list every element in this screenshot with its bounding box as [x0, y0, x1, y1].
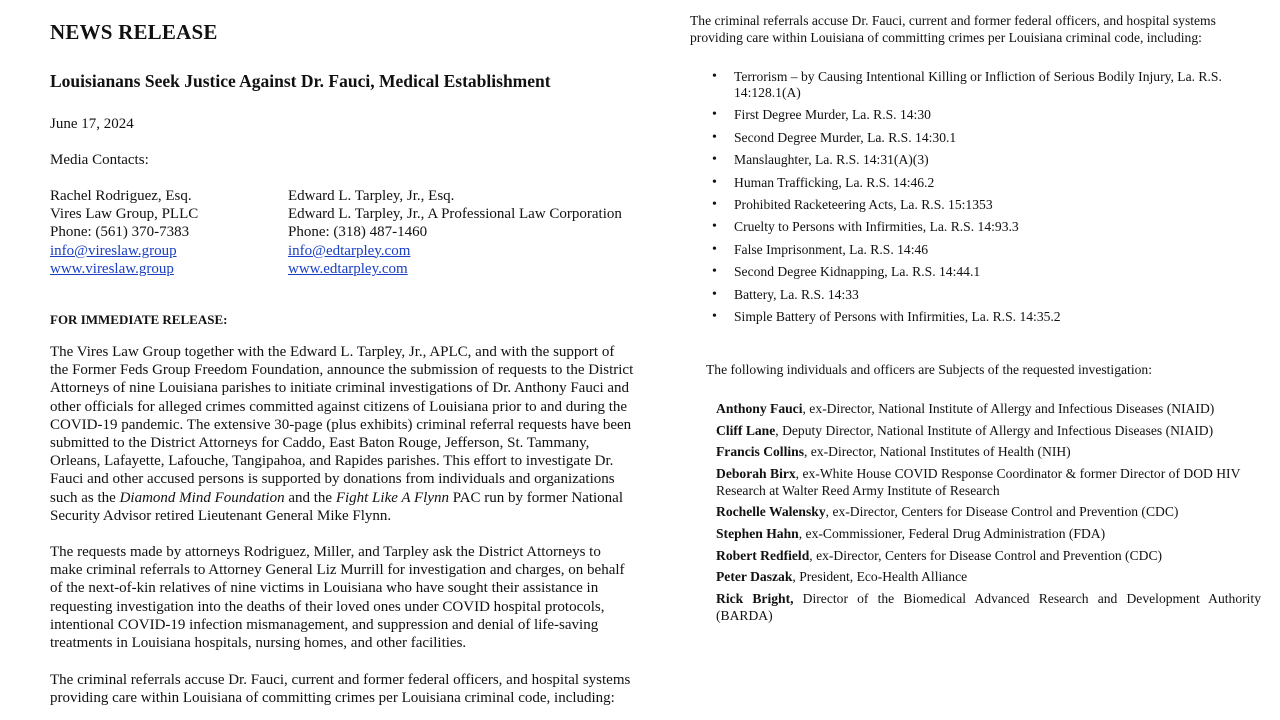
contact-web-link[interactable]: www.vireslaw.group — [50, 260, 174, 277]
for-immediate-release-label: FOR IMMEDIATE RELEASE: — [50, 312, 228, 327]
paragraph-1 — [50, 343, 672, 525]
paragraph-line: of the next-of-kin relatives of nine victims in Louisiana who have sought their assistance in — [50, 580, 599, 597]
subject-name: Rochelle Walensky — [716, 504, 826, 520]
paragraph-line: submitted to the District Attorneys for Caddo, East Baton Rouge, Jefferson, St. Tammany, — [50, 435, 590, 452]
contact-email-link[interactable]: info@vireslaw.group — [50, 242, 177, 259]
paragraph-line: other officials for alleged crimes committed against citizens of Louisiana prior to and during the — [50, 398, 628, 415]
paragraph-line: Fauci and other accused persons is supported by donations from individuals and organizations — [50, 471, 615, 488]
pac-name: Fight Like A Flynn — [335, 489, 449, 506]
right-intro-paragraph — [690, 13, 1216, 46]
contact-block-tarpley — [288, 187, 622, 278]
subject-description: , ex-Director, Centers for Disease Control and Prevention (CDC) — [825, 504, 1179, 520]
subject-entry — [716, 504, 1261, 521]
contact-web-link[interactable]: www.edtarpley.com — [288, 260, 408, 277]
subject-name: Anthony Fauci — [716, 401, 803, 416]
paragraph-line: the Former Feds Group Freedom Foundation, announce the submission of requests to the District — [50, 362, 634, 379]
subject-name: Deborah Birx — [716, 466, 796, 482]
subject-entry — [716, 423, 1261, 440]
subject-description: , President, Eco-Health Alliance — [792, 569, 968, 585]
subject-description: Director of the Biomedical Advanced Research and Development Authority (BARDA) — [716, 591, 1261, 623]
subject-entry — [716, 569, 1261, 586]
paragraph-line: The requests made by attorneys Rodriguez, Miller, and Tarpley ask the District Attorneys to — [50, 544, 601, 560]
paragraph-line: The criminal referrals accuse Dr. Fauci, current and former federal officers, and hospital systems — [50, 672, 631, 688]
paragraph-line: The criminal referrals accuse Dr. Fauci, current and former federal officers, and hospital systems — [690, 13, 1216, 28]
subject-name: Francis Collins — [716, 444, 804, 460]
paragraph-line: Attorneys of nine Louisiana parishes to initiate criminal investigations of Dr. Anthony Fauci and — [50, 380, 630, 397]
crime-item: • Prohibited Racketeering Acts, La. R.S. 15:1353 — [712, 197, 1252, 213]
contact-org: Edward L. Tarpley, Jr., A Professional Law Corporation — [288, 206, 622, 223]
paragraph-3 — [50, 671, 672, 707]
foundation-name: Diamond Mind Foundation — [119, 489, 285, 506]
subject-description: , ex-Director, Centers for Disease Control and Prevention (CDC) — [809, 547, 1163, 563]
crime-item: • Simple Battery of Persons with Infirmities, La. R.S. 14:35.2 — [712, 309, 1252, 325]
crimes-list — [712, 69, 1252, 331]
paragraph-line: COVID-19 pandemic. The extensive 30-page (plus exhibits) criminal referral requests have been — [50, 416, 632, 433]
paragraph-line: providing care within Louisiana of committing crimes per Louisiana criminal code, including: — [50, 690, 615, 707]
paragraph-line: providing care within Louisiana of committing crimes per Louisiana criminal code, including: — [690, 29, 1202, 45]
subjects-intro: The following individuals and officers are Subjects of the requested investigation: — [706, 362, 1152, 377]
subject-description: , ex-Commissioner, Federal Drug Administration (FDA) — [798, 525, 1106, 541]
paragraph-line: intentional COVID-19 infection mismanagement, and suppression and denial of life-saving — [50, 616, 599, 633]
paragraph-line: make criminal referrals to Attorney General Liz Murrill for investigation and charges, on behalf — [50, 562, 625, 579]
news-release-header: NEWS RELEASE — [50, 20, 218, 44]
contact-name: Rachel Rodriguez, Esq. — [50, 188, 192, 204]
subject-name: Stephen Hahn — [716, 525, 799, 541]
crime-item: • Cruelty to Persons with Infirmities, La. R.S. 14:93.3 — [712, 219, 1252, 235]
crime-item: • Terrorism – by Causing Intentional Killing or Infliction of Serious Bodily Injury, La. R.S. 14:128.1(A) — [712, 69, 1252, 101]
subject-name: Cliff Lane — [716, 422, 776, 438]
subject-name: Peter Daszak — [716, 569, 793, 585]
crime-item: • Manslaughter, La. R.S. 14:31(A)(3) — [712, 152, 1252, 168]
paragraph-line-mixed — [50, 489, 672, 507]
subject-description: , ex-Director, National Institutes of Health (NIH) — [804, 444, 1071, 460]
subject-entry — [716, 466, 1261, 499]
paragraph-line: requesting investigation into the deaths of their loved ones under COVID hospital protocols, — [50, 598, 605, 615]
crime-item: • Second Degree Kidnapping, La. R.S. 14:44.1 — [712, 264, 1252, 280]
contact-name: Edward L. Tarpley, Jr., Esq. — [288, 188, 455, 204]
subject-entry — [716, 401, 1261, 418]
paragraph-line: Orleans, Lafayette, Lafouche, Tangipahoa, and Rapides parishes. This effort to investigate Dr. — [50, 453, 614, 470]
crime-item: • First Degree Murder, La. R.S. 14:30 — [712, 107, 1252, 123]
text-run: PAC run by former National — [449, 489, 624, 506]
subject-entry — [716, 526, 1261, 543]
contact-block-rodriguez — [50, 187, 198, 278]
subject-entry — [716, 548, 1261, 565]
paragraph-line: The Vires Law Group together with the Edward L. Tarpley, Jr., APLC, and with the support of — [50, 344, 615, 360]
paragraph-line: Security Advisor retired Lieutenant General Mike Flynn. — [50, 507, 392, 524]
contact-phone: Phone: (561) 370-7383 — [50, 224, 190, 241]
crime-item: • Second Degree Murder, La. R.S. 14:30.1 — [712, 130, 1252, 146]
subject-entry — [716, 591, 1261, 624]
release-title: Louisianans Seek Justice Against Dr. Fauci, Medical Establishment — [50, 71, 551, 91]
subjects-list — [716, 401, 1261, 629]
crime-item: • False Imprisonment, La. R.S. 14:46 — [712, 242, 1252, 258]
crime-item: • Battery, La. R.S. 14:33 — [712, 287, 1252, 303]
subject-description: , ex-White House COVID Response Coordinator & former Director of DOD HIV Research at Walter Reed Army Institute of Research — [716, 466, 1241, 498]
text-run: such as the — [50, 489, 120, 506]
subject-description: , Deputy Director, National Institute of Allergy and Infectious Diseases (NIAID) — [775, 422, 1214, 438]
subject-description: , ex-Director, National Institute of Allergy and Infectious Diseases (NIAID) — [802, 401, 1215, 416]
subject-name: Rick Bright, — [716, 591, 794, 606]
paragraph-2 — [50, 543, 672, 652]
contact-org: Vires Law Group, PLLC — [50, 206, 199, 223]
text-run: and the — [284, 489, 336, 506]
media-contacts-label: Media Contacts: — [50, 152, 149, 168]
release-date: June 17, 2024 — [50, 116, 134, 132]
contact-phone: Phone: (318) 487-1460 — [288, 224, 428, 241]
contact-email-link[interactable]: info@edtarpley.com — [288, 242, 411, 259]
subject-name: Robert Redfield — [716, 547, 810, 563]
crime-item: • Human Trafficking, La. R.S. 14:46.2 — [712, 175, 1252, 191]
subject-entry — [716, 444, 1261, 461]
paragraph-line: treatments in Louisiana hospitals, nursing homes, and other facilities. — [50, 635, 467, 652]
